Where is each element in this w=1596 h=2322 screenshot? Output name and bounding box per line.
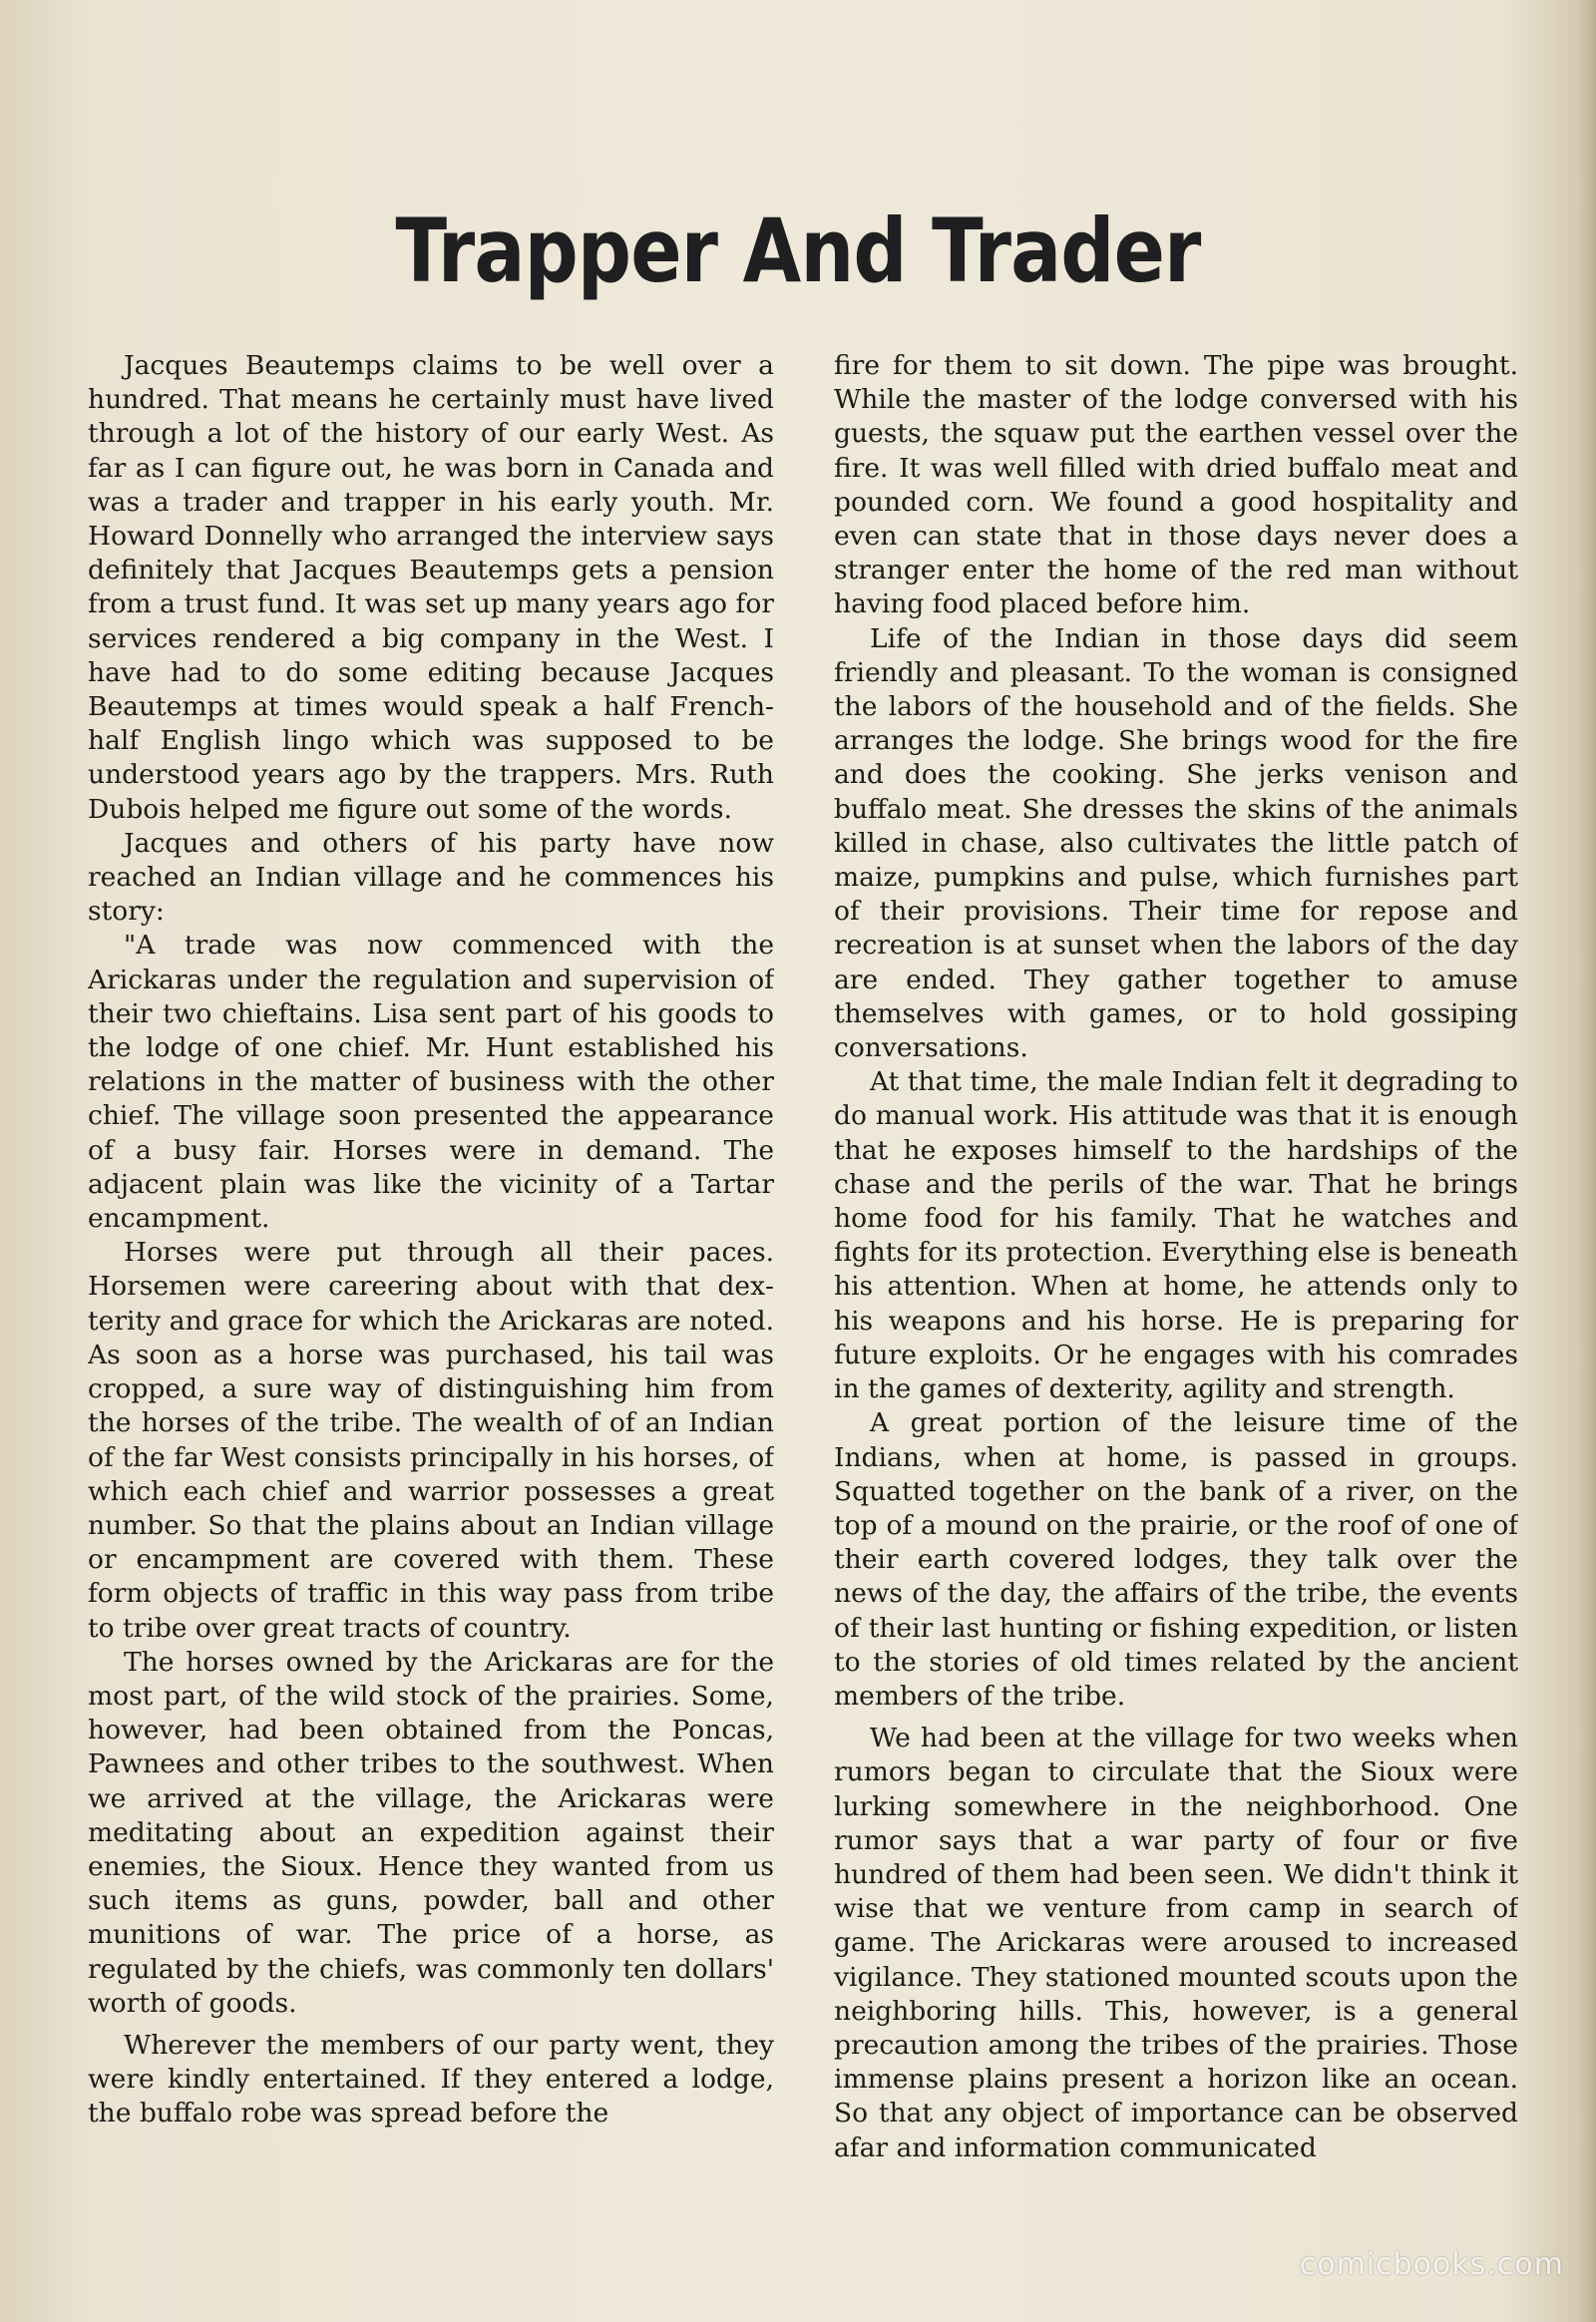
paragraph: A great portion of the leisure time of the Indians, when at home, is passed in groups. Squatted together on the bank of a river, on the top of a mound on the prairie, or the roof of one of their earth covered lodges, they talk over the news of the day, the affairs of the tribe, the events of their last hunting or fishing expedition, or listen to the stories of old times related by the ancient members of the tribe. (834, 1407, 1518, 1712)
paragraph: The horses owned by the Arickaras are for the most part, of the wild stock of the prairies. Some, however, had been obtained from the Poncas, Pawnees and other tribes to the southwest. When we arrived at the village, the Arickaras were meditating about an expedition against their enemies, the Sioux. Hence they wanted from us such items as guns, powder, ball and other munitions of war. The price of a horse, as regulated by the chiefs, was commonly ten dollars' worth of goods. (88, 1646, 774, 2019)
right-column (834, 349, 1518, 2224)
paragraph: Life of the Indian in those days did seem friendly and pleasant. To the woman is consigned the labors of the household and of the fields. She arranges the lodge. She brings wood for the fire and does the cooking. She jerks venison and buffalo meat. She dresses the skins of the animals killed in chase, also cultivates the little patch of maize, pumpkins and pulse, which furnishes part of their provisions. Their time for repose and recreation is at sunset when the labors of the day are ended. They gather together to amuse themselves with games, or to hold gossiping conversations. (834, 622, 1518, 1064)
page-edge (1578, 0, 1596, 2322)
paragraph: Jacques and others of his party have now reached an Indian village and he commences his story: (88, 827, 774, 928)
paragraph: "A trade was now commenced with the Arickaras under the regulation and supervision of their two chieftains. Lisa sent part of his goods to the lodge of one chief. Mr. Hunt established his relations in the matter of business with the other chief. The village soon presented the appearance of a busy fair. Horses were in demand. The adjacent plain was like the vicinity of a Tartar encampment. (88, 930, 774, 1235)
paragraph: Horses were put through all their paces. Horsemen were careering about with that dexterity and grace for which the Arickaras are noted. As soon as a horse was purchased, his tail was cropped, a sure way of distinguishing him from the horses of the tribe. The wealth of of an Indian of the far West consists principally in his horses, of which each chief and warrior possesses a great number. So that the plains about an Indian village or encampment are covered with them. These form objects of traffic in this way pass from tribe to tribe over great tracts of country. (88, 1237, 774, 1644)
watermark: comicbooks.com (1299, 2247, 1564, 2282)
left-column (88, 349, 774, 2224)
paragraph: Jacques Beautemps claims to be well over a hundred. That means he certainly must have lived through a lot of the history of our early West. As far as I can figure out, he was born in Canada and was a trader and trapper in his early youth. Mr. Howard Donnelly who arranged the interview says definitely that Jacques Beautemps gets a pension from a trust fund. It was set up many years ago for services rendered a big company in the West. I have had to do some editing because Jacques Beautemps at times would speak a half French-half English lingo which was supposed to be understood years ago by the trappers. Mrs. Ruth Dubois helped me figure out some of the words. (88, 350, 774, 825)
paragraph: At that time, the male Indian felt it degrading to do manual work. His attitude was that it is enough that he exposes himself to the hardships of the chase and the perils of the war. That he brings home food for his family. That he watches and fights for its protection. Everything else is beneath his attention. When at home, he attends only to his weapons and his horse. He is preparing for future exploits. Or he engages with his comrades in the games of dexterity, agility and strength. (834, 1066, 1518, 1405)
paragraph: We had been at the village for two weeks when rumors began to circulate that the Sioux were lurking somewhere in the neighborhood. One rumor says that a war party of four or five hundred of them had been seen. We didn't think it wise that we venture from camp in search of game. The Arickaras were aroused to increased vigilance. They stationed mounted scouts upon the neighboring hills. This, however, is a general precaution among the tribes of the prairies. Those immense plains present a horizon like an ocean. So that any object of importance can be observed afar and information communicated (834, 1723, 1518, 2163)
paragraph: fire for them to sit down. The pipe was brought. While the master of the lodge conversed with his guests, the squaw put the earthen vessel over the fire. It was well filled with dried buffalo meat and pounded corn. We found a good hospitality and even can state that in those days never does a stranger enter the home of the red man without having food placed before him. (834, 350, 1518, 620)
paragraph: Wherever the members of our party went, they were kindly entertained. If they entered a lodge, the buffalo robe was spread before the (88, 2029, 774, 2129)
article-title: Trapper And Trader (395, 199, 1201, 302)
